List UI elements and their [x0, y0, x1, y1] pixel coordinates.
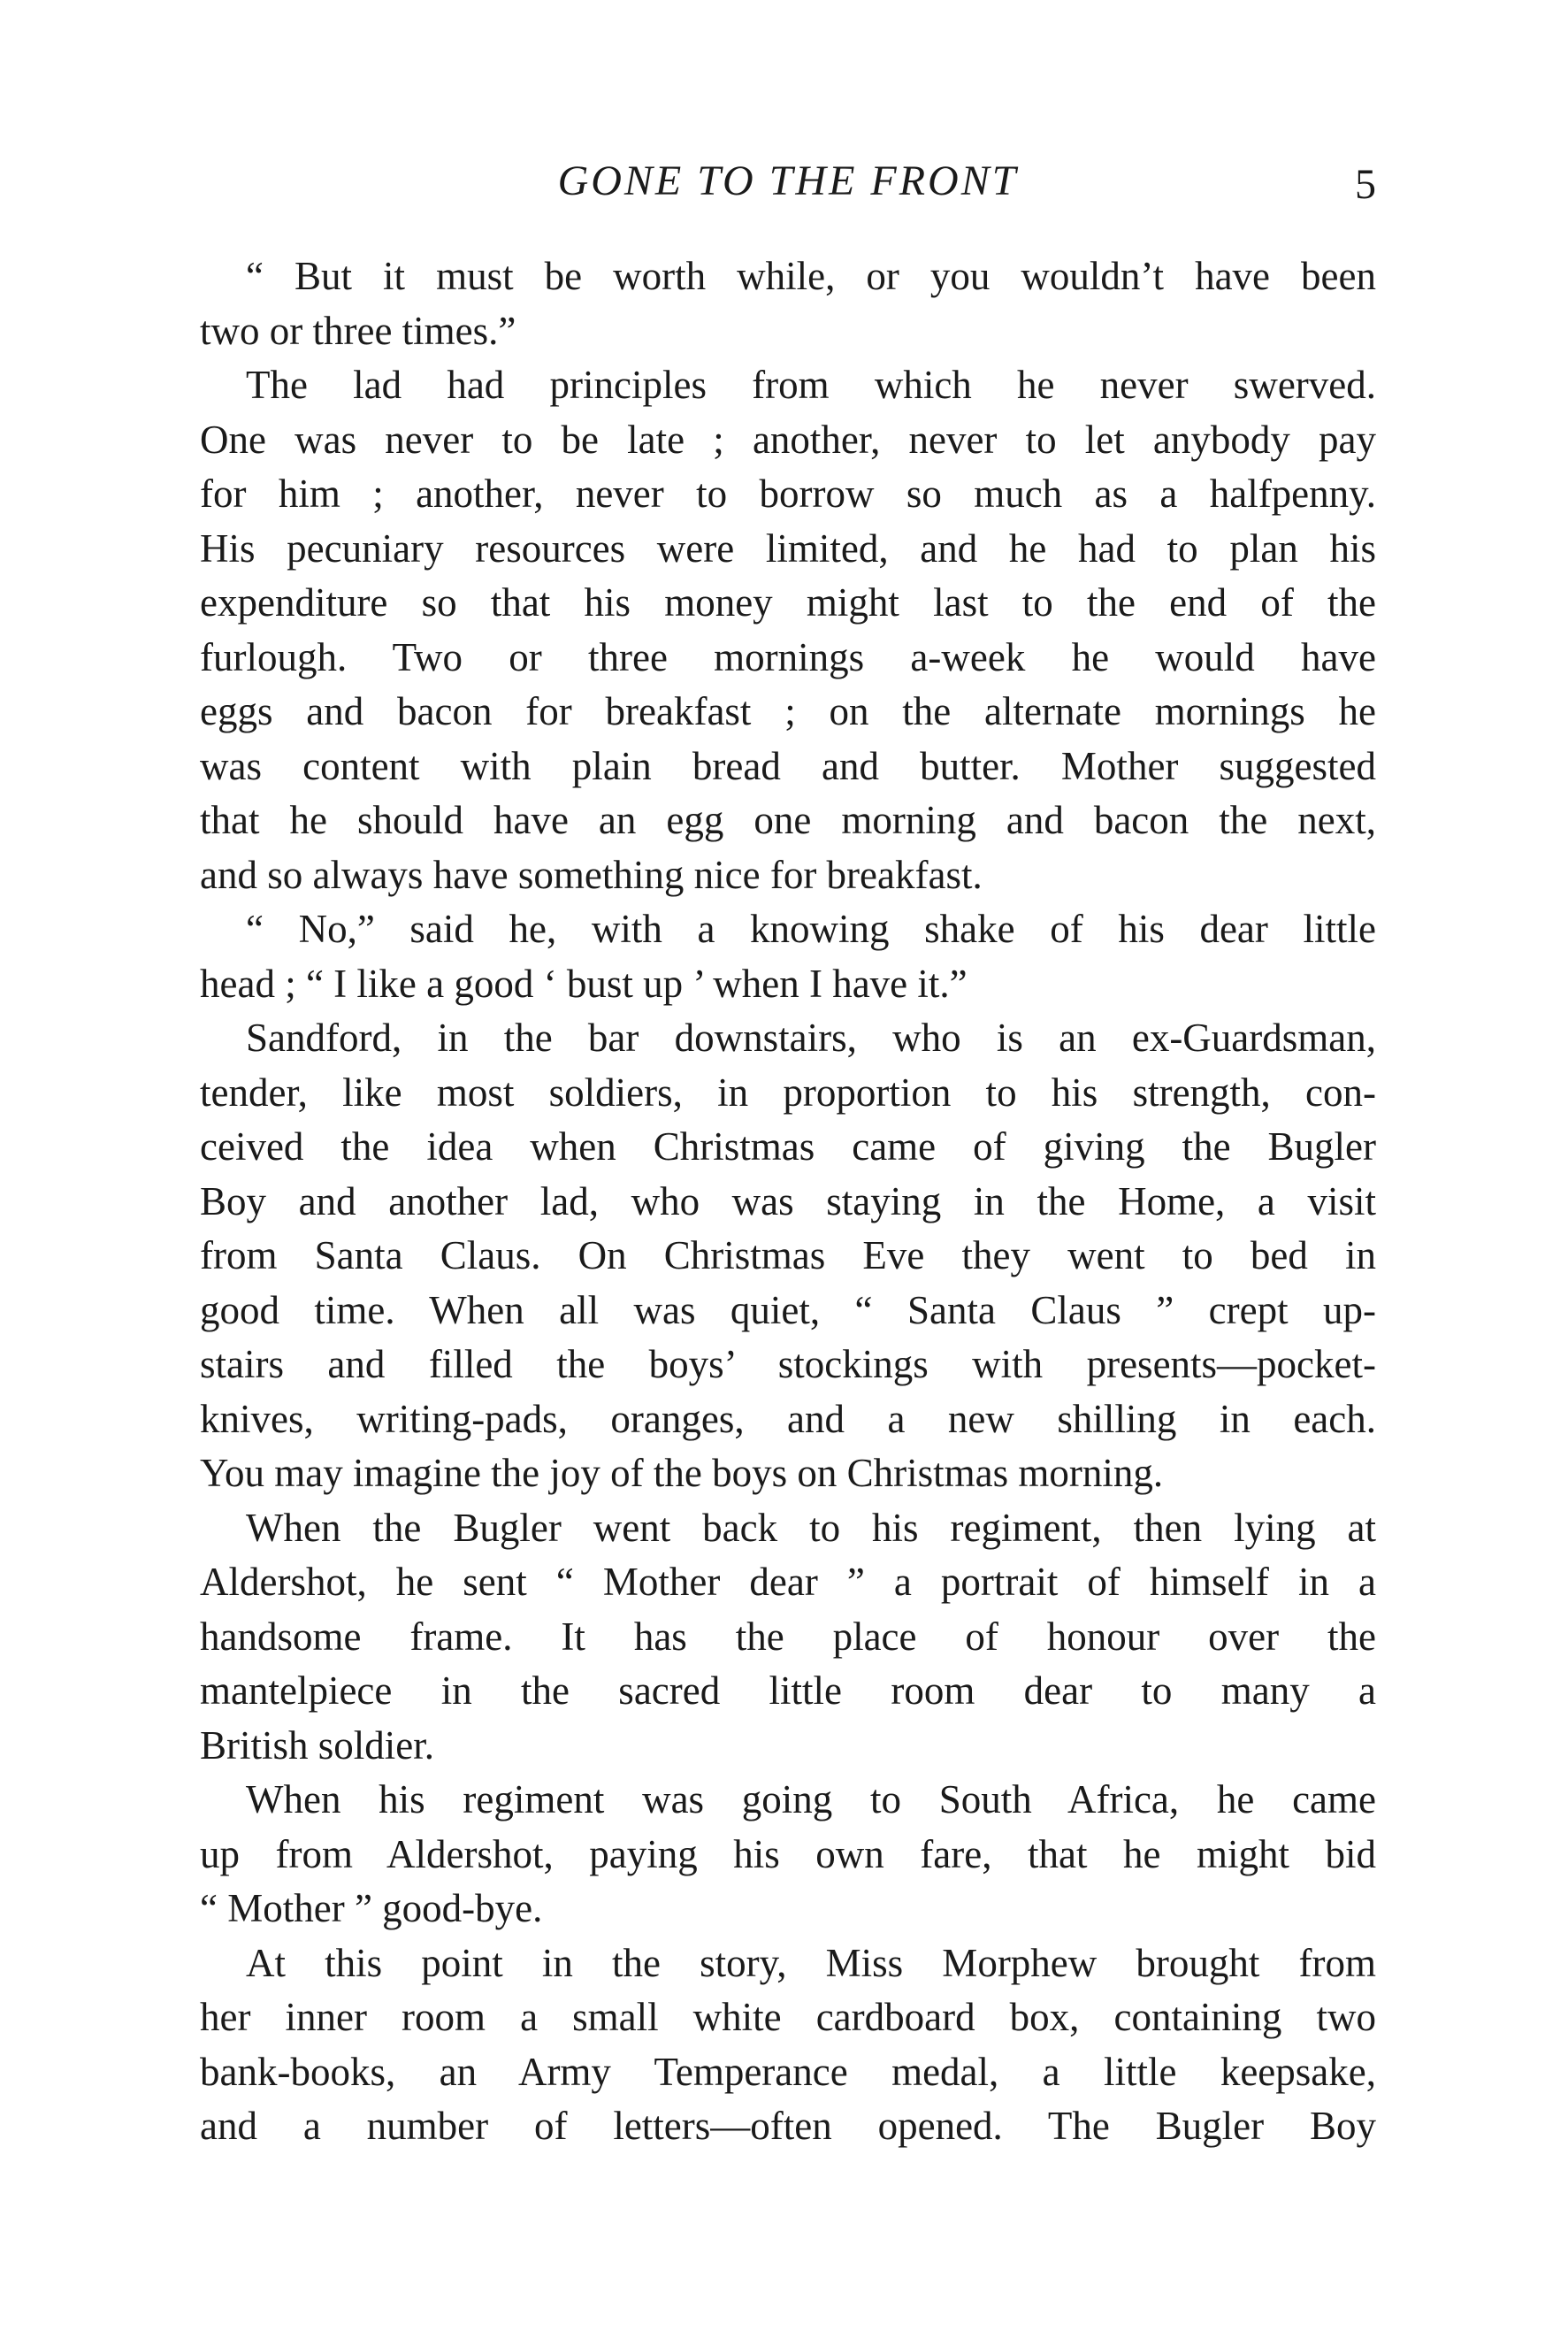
text-line: stairs and filled the boys’ stockings with presents—pocket- [200, 1342, 1376, 1386]
text-line: “ Mother ” good-bye. [200, 1886, 543, 1930]
paragraph [200, 902, 1376, 1011]
text-line: furlough. Two or three mornings a-week he would have [200, 634, 1376, 679]
text-line: up from Aldershot, paying his own fare, that he might bid [200, 1831, 1376, 1876]
text-line: British soldier. [200, 1722, 435, 1768]
text-line: bank-books, an Army Temperance medal, a little keepsake, [200, 2049, 1376, 2094]
text-line: Boy and another lad, who was staying in the Home, a visit [200, 1178, 1376, 1223]
text-line: for him ; another, never to borrow so much as a halfpenny. [200, 472, 1376, 516]
paragraph [200, 1773, 1376, 1936]
text-line: Aldershot, he sent “ Mother dear ” a portrait of himself in a [200, 1560, 1376, 1604]
text-line: “ No,” said he, with a knowing shake of his dear little [246, 907, 1376, 951]
text-line: was content with plain bread and butter. Mother suggested [200, 743, 1376, 788]
text-line: eggs and bacon for breakfast ; on the alternate mornings he [200, 689, 1376, 733]
text-line: expenditure so that his money might last to the end of the [200, 580, 1376, 625]
text-line: One was never to be late ; another, never to let anybody pay [200, 417, 1376, 462]
text-line: The lad had principles from which he never swerved. [246, 363, 1376, 407]
paragraph [200, 1936, 1376, 2154]
text-line: You may imagine the joy of the boys on Christmas morning. [200, 1451, 1164, 1495]
text-line: good time. When all was quiet, “ Santa Claus ” crept up- [200, 1287, 1376, 1332]
text-line: ceived the idea when Christmas came of giving the Bugler [200, 1124, 1376, 1169]
text-line: When the Bugler went back to his regiment, then lying at [246, 1505, 1376, 1550]
paragraph [200, 1011, 1376, 1501]
text-line: knives, writing-pads, oranges, and a new shilling in each. [200, 1396, 1376, 1441]
text-line: When his regiment was going to South Africa, he came [246, 1777, 1376, 1821]
text-line: “ But it must be worth while, or you wouldn’t have been [246, 254, 1376, 298]
paragraph [200, 358, 1376, 902]
text-line: two or three times.” [200, 308, 516, 353]
text-line: and so always have something nice for breakfast. [200, 852, 983, 897]
body-text [200, 249, 1376, 2154]
text-line: head ; “ I like a good ‘ bust up ’ when I have it.” [200, 961, 968, 1006]
text-line: that he should have an egg one morning and bacon the next, [200, 798, 1376, 842]
text-line: handsome frame. It has the place of honour over the [200, 1614, 1376, 1659]
text-line: His pecuniary resources were limited, and he had to plan his [200, 525, 1376, 571]
page-number: 5 [1355, 161, 1376, 208]
text-line: tender, like most soldiers, in proportion to his strength, con- [200, 1070, 1376, 1115]
text-line: Sandford, in the bar downstairs, who is an ex-Guardsman, [246, 1016, 1376, 1060]
text-line: At this point in the story, Miss Morphew brought from [246, 1940, 1376, 1985]
paragraph [200, 249, 1376, 358]
text-line: from Santa Claus. On Christmas Eve they went to bed in [200, 1233, 1376, 1277]
running-title: GONE TO THE FRONT [557, 157, 1019, 204]
paragraph [200, 1501, 1376, 1774]
running-head [200, 150, 1376, 212]
text-line: and a number of letters—often opened. The Bugler Boy [200, 2104, 1376, 2148]
text-line: her inner room a small white cardboard box, containing two [200, 1995, 1376, 2039]
text-line: mantelpiece in the sacred little room dear to many a [200, 1668, 1376, 1713]
